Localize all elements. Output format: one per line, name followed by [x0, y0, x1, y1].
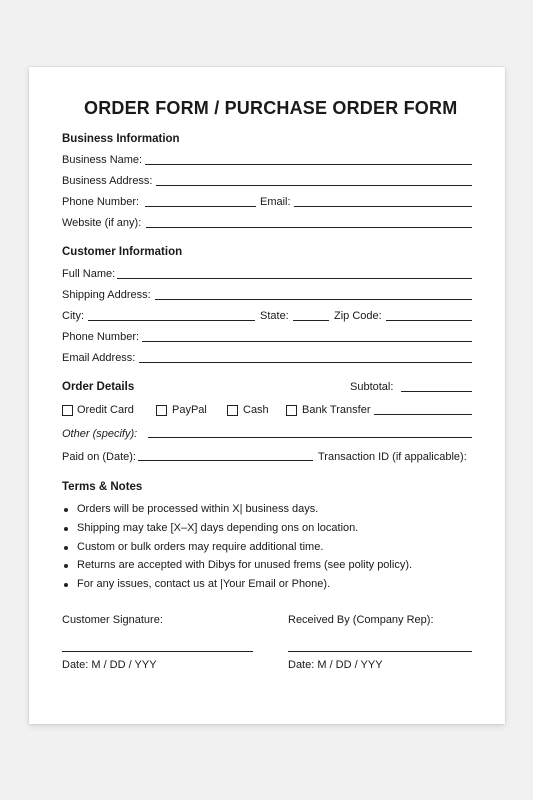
customer-signature-field[interactable]: [62, 651, 253, 652]
bullet-icon: [64, 508, 68, 512]
terms-item: Custom or bulk orders may require additional time.: [77, 541, 324, 553]
order-details-heading: Order Details: [62, 381, 135, 393]
other-specify-label: Other (specify):: [62, 428, 138, 440]
terms-heading: Terms & Notes: [62, 481, 143, 493]
order-form-sheet: [29, 67, 505, 724]
business-address-field[interactable]: [156, 185, 472, 186]
customer-email-field[interactable]: [139, 362, 472, 363]
customer-email-label: Email Address:: [62, 352, 136, 364]
paypal-label: PayPal: [172, 404, 207, 416]
received-by-field[interactable]: [288, 651, 472, 652]
subtotal-label: Subtotal:: [350, 381, 394, 393]
customer-fullname-field[interactable]: [117, 278, 472, 279]
paypal-checkbox[interactable]: [156, 405, 167, 416]
bullet-icon: [64, 564, 68, 568]
customer-phone-field[interactable]: [142, 341, 472, 342]
received-date-label: Date: M / DD / YYY: [288, 659, 383, 671]
business-name-field[interactable]: [145, 164, 472, 165]
city-field[interactable]: [88, 320, 255, 321]
bank-transfer-field[interactable]: [374, 414, 472, 415]
cash-label: Cash: [243, 404, 269, 416]
shipping-address-label: Shipping Address:: [62, 289, 151, 301]
shipping-address-field[interactable]: [155, 299, 472, 300]
bullet-icon: [64, 546, 68, 550]
customer-info-heading: Customer Information: [62, 246, 183, 258]
state-field[interactable]: [293, 320, 329, 321]
form-title: ORDER FORM / PURCHASE ORDER FORM: [84, 98, 458, 118]
paid-on-label: Paid on (Date):: [62, 451, 136, 463]
paid-on-field[interactable]: [138, 460, 313, 461]
business-email-label: Email:: [260, 196, 291, 208]
cash-checkbox[interactable]: [227, 405, 238, 416]
business-info-heading: Business Information: [62, 133, 180, 145]
business-website-field[interactable]: [146, 227, 472, 228]
other-specify-field[interactable]: [148, 437, 472, 438]
credit-card-label: Oredit Card: [77, 404, 134, 416]
business-website-label: Website (if any):: [62, 217, 142, 229]
customer-phone-label: Phone Number:: [62, 331, 140, 343]
business-phone-field[interactable]: [145, 206, 256, 207]
transaction-id-label: Transaction ID (if appalicable):: [318, 451, 467, 463]
terms-item: For any issues, contact us at |Your Email or Phone).: [77, 578, 331, 590]
business-email-field[interactable]: [294, 206, 472, 207]
customer-date-label: Date: M / DD / YYY: [62, 659, 157, 671]
zip-field[interactable]: [386, 320, 472, 321]
business-address-label: Business Address:: [62, 175, 153, 187]
bank-transfer-label: Bank Transfer: [302, 404, 371, 416]
customer-signature-label: Customer Signature:: [62, 614, 163, 626]
business-name-label: Business Name:: [62, 154, 143, 166]
credit-card-checkbox[interactable]: [62, 405, 73, 416]
business-phone-label: Phone Number:: [62, 196, 140, 208]
bullet-icon: [64, 583, 68, 587]
terms-item: Shipping may take [X–X] days depending ons on location.: [77, 522, 359, 534]
bank-transfer-checkbox[interactable]: [286, 405, 297, 416]
customer-fullname-label: Full Name:: [62, 268, 116, 280]
state-label: State:: [260, 310, 289, 322]
received-by-label: Received By (Company Rep):: [288, 614, 434, 626]
bullet-icon: [64, 527, 68, 531]
zip-label: Zip Code:: [334, 310, 382, 322]
city-label: City:: [62, 310, 84, 322]
subtotal-field[interactable]: [401, 391, 472, 392]
terms-item: Returns are accepted with Dibys for unused frems (see polity policy).: [77, 559, 413, 571]
terms-item: Orders will be processed within X| business days.: [77, 503, 319, 515]
